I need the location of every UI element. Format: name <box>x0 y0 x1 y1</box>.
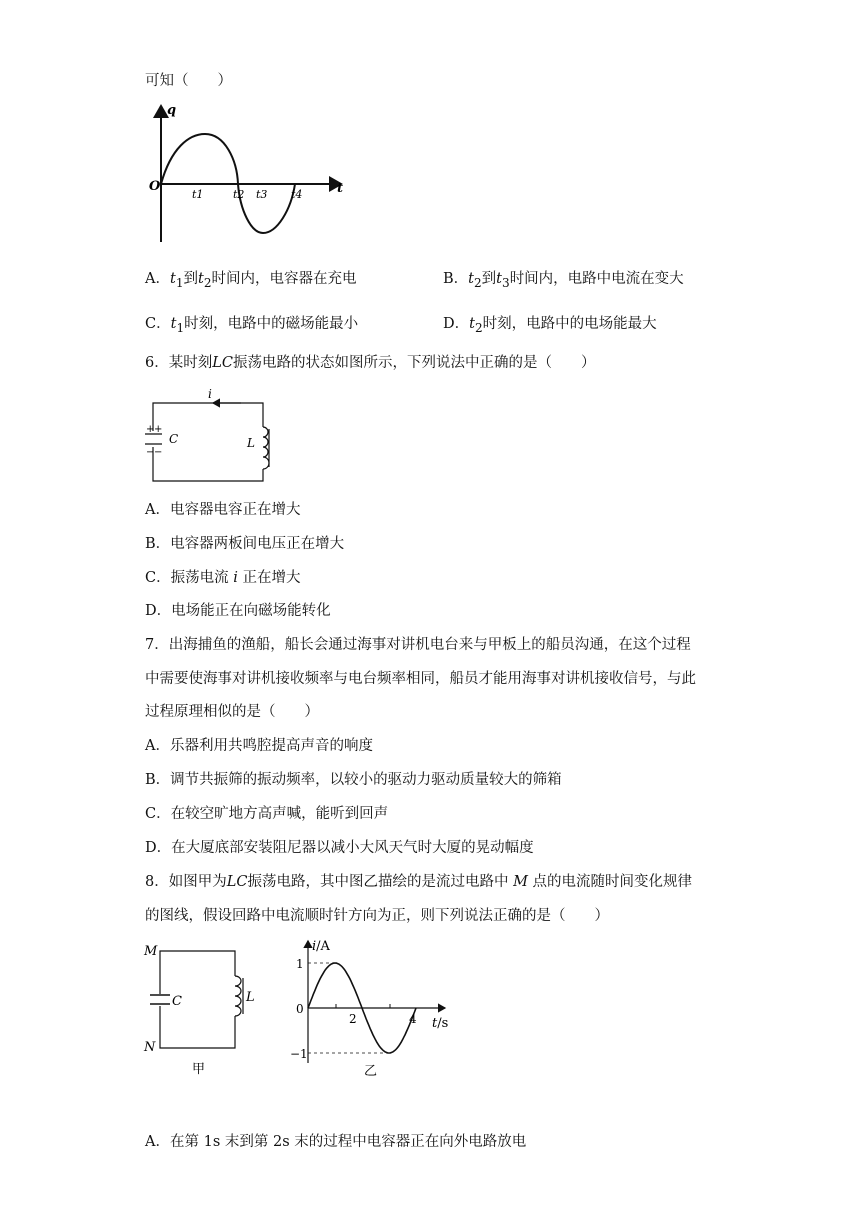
current-label: i <box>208 387 212 401</box>
q8-stem-line1: 8．如图甲为LC振荡电路，其中图乙描绘的是流过电路中 M 点的电流随时间变化规律 <box>145 874 693 890</box>
q8-option-a: A．在第 1s 末到第 2s 末的过程中电容器正在向外电路放电 <box>145 1134 527 1150</box>
q6-option-b: B．电容器两板间电压正在增大 <box>145 536 345 552</box>
inductor-label: L <box>246 990 255 1005</box>
q8-it-graph-yi <box>290 935 460 1080</box>
y-tick-1: 1 <box>296 957 304 971</box>
inductor-coil <box>235 976 241 1016</box>
minus-sign-2: − <box>154 447 163 458</box>
inductor-label: L <box>247 436 255 450</box>
point-m-label: M <box>144 944 158 959</box>
plus-sign-1: + <box>146 424 155 435</box>
q5-option-a: A．$t_1$到$t_2$时间内，电容器在充电 <box>145 271 357 290</box>
q6-option-a: A．电容器电容正在增大 <box>145 502 301 518</box>
q7-option-d: D．在大厦底部安装阻尼器以减小大风天气时大厦的晃动幅度 <box>145 840 534 856</box>
q7-stem-line1: 7．出海捕鱼的渔船，船长会通过海事对讲机电台来与甲板上的船员沟通，在这个过程 <box>145 637 691 653</box>
q5-option-d: D．$t_2$时刻，电路中的电场能最大 <box>443 316 657 335</box>
q-t-graph <box>145 100 355 250</box>
capacitor-label: C <box>172 994 182 1009</box>
figure-caption-jia: 甲 <box>192 1062 206 1077</box>
origin-label: O <box>149 179 161 194</box>
tick-t4: t4 <box>291 188 303 201</box>
x-tick-4: 4 <box>409 1012 417 1026</box>
x-axis-var: t/s <box>432 1016 449 1031</box>
y-tick-neg1: −1 <box>290 1047 308 1061</box>
question-tail: 可知（ ） <box>145 73 232 89</box>
q-axis-label: q <box>167 103 177 118</box>
t-axis-label: t <box>337 181 344 196</box>
q7-stem-line3: 过程原理相似的是（ ） <box>145 704 319 720</box>
q6-lc-circuit <box>145 385 275 487</box>
q6-option-c: C．振荡电流 i 正在增大 <box>145 570 301 586</box>
inductor-coil <box>263 427 269 469</box>
plus-sign-2: + <box>154 424 163 435</box>
tick-t2: t2 <box>233 188 245 201</box>
capacitor-label: C <box>169 432 179 446</box>
q7-option-a: A．乐器利用共鸣腔提高声音的响度 <box>145 738 373 754</box>
q7-option-b: B．调节共振筛的振动频率，以较小的驱动力驱动质量较大的筛箱 <box>145 772 562 788</box>
y-tick-0: 0 <box>296 1002 304 1016</box>
q8-stem-line2: 的图线，假设回路中电流顺时针方向为正，则下列说法正确的是（ ） <box>145 908 609 924</box>
q7-option-c: C．在较空旷地方高声喊，能听到回声 <box>145 806 389 822</box>
tick-t3: t3 <box>256 188 268 201</box>
figure-caption-yi: 乙 <box>364 1064 378 1079</box>
q6-stem: 6．某时刻LC振荡电路的状态如图所示，下列说法中正确的是（ ） <box>145 355 596 371</box>
x-tick-2: 2 <box>349 1012 357 1026</box>
q6-option-d: D．电场能正在向磁场能转化 <box>145 603 331 619</box>
q5-option-b: B．$t_2$到$t_3$时间内，电路中电流在变大 <box>443 271 684 290</box>
q8-circuit-jia <box>140 938 260 1078</box>
y-axis-var: i/A <box>312 939 330 954</box>
point-n-label: N <box>144 1040 156 1055</box>
tick-t1: t1 <box>192 188 204 201</box>
q5-option-c: C．$t_1$时刻，电路中的磁场能最小 <box>145 316 359 335</box>
q7-stem-line2: 中需要使海事对讲机接收频率与电台频率相同，船员才能用海事对讲机接收信号，与此 <box>145 671 696 687</box>
minus-sign-1: − <box>146 447 155 458</box>
